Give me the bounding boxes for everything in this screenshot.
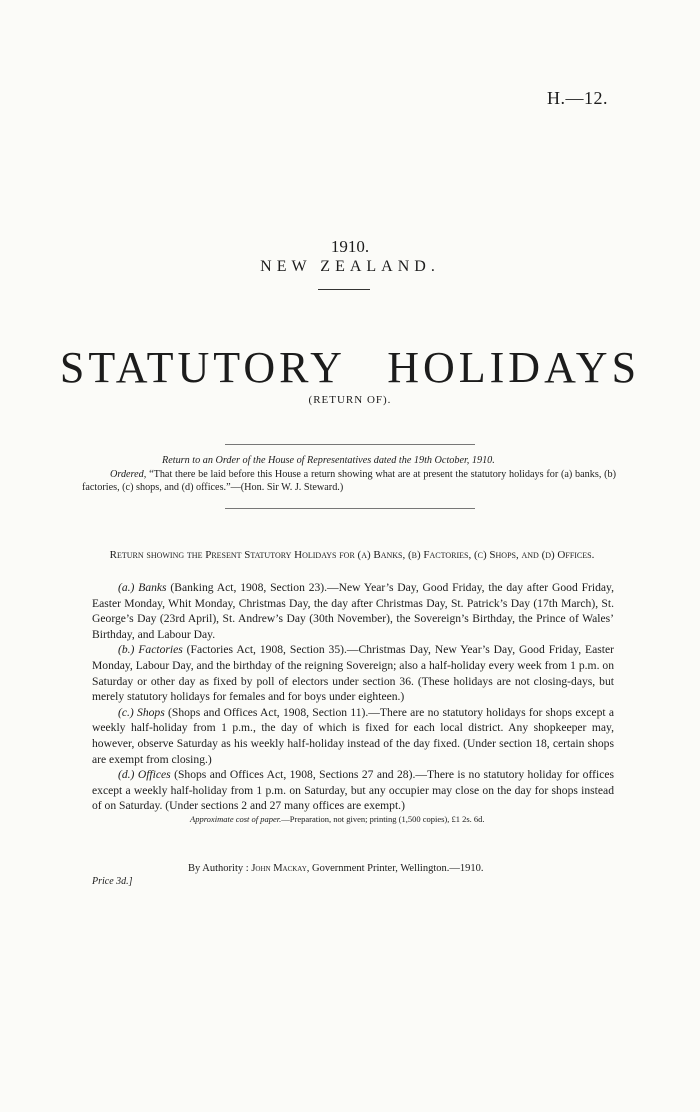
- section-text: (Factories Act, 1908, Section 35).—Christmas Day, New Year’s Day, Good Friday, Easter Monday, Labour Day, and the birthday of the reigning Sovereign; also a half-holiday every week from 1 p.m. on Saturday or other day as fixed by poll of electors under section 36. (These holidays are not closing-days, but merely statutory holidays for females and for boys under eighteen.): [92, 643, 614, 704]
- printer-authority: [188, 863, 628, 874]
- section-banks: [92, 580, 614, 642]
- cost-note: [190, 814, 610, 824]
- return-heading: Return showing the Present Statutory Holidays for (a) Banks, (b) Factories, (c) Shops, and (d) Offices.: [109, 549, 595, 561]
- divider-short: [318, 289, 370, 290]
- divider-top: [225, 444, 475, 445]
- section-label: (c.) Shops: [118, 705, 165, 719]
- page-subtitle: (RETURN OF).: [308, 394, 392, 406]
- order-return-line: Return to an Order of the House of Representatives dated the 19th October, 1910.: [162, 455, 495, 466]
- printer-name: John Mackay: [251, 863, 307, 874]
- document-year: 1910.: [330, 237, 370, 256]
- section-label: (d.) Offices: [118, 768, 171, 782]
- section-label: (a.) Banks: [118, 581, 167, 594]
- section-offices: [92, 767, 614, 814]
- section-text: (Banking Act, 1908, Section 23).—New Year’s Day, Good Friday, the day after Good Friday, Easter Monday, Whit Monday, Christmas Day, the day after Christmas Day, St. Patrick’s Day (17th March), St. George’s Day (23rd April), St. Andrew’s Day (30th November), the Sovereign’s Birthday, the Prince of Wales’ Birthday, and Labour Day.: [92, 581, 614, 641]
- authority-suffix: , Government Printer, Wellington.—1910.: [306, 863, 484, 874]
- sections-body: [92, 580, 614, 814]
- authority-prefix: By Authority :: [188, 863, 252, 874]
- ordered-text: “That there be laid before this House a return showing what are at present the statutory holidays for (a) banks, (b) factories, (c) shops, and (d) offices.”—(Hon. Sir W. J. Steward.): [82, 469, 617, 493]
- country-heading: NEW ZEALAND.: [260, 258, 440, 275]
- section-shops: [92, 705, 614, 767]
- cost-label: Approximate cost of paper.: [190, 814, 282, 824]
- document-reference: H.—12.: [547, 88, 608, 108]
- divider-bottom: [225, 508, 475, 509]
- order-text: [82, 469, 616, 494]
- ordered-label: Ordered,: [110, 469, 147, 481]
- section-text: (Shops and Offices Act, 1908, Sections 27 and 28).—There is no statutory holiday for offices except a weekly half-holiday from 1 p.m. on Saturday, but any occupier may close on the day for shops instead of on Saturday. (Under sections 2 and 27 many offices are exempt.): [92, 768, 615, 813]
- page-title: STATUTORY HOLIDAYS: [59, 343, 641, 392]
- section-factories: [92, 642, 614, 704]
- price-note: Price 3d.]: [92, 876, 133, 887]
- cost-text: —Preparation, not given; printing (1,500 copies), £1 2s. 6d.: [281, 814, 485, 824]
- section-text: (Shops and Offices Act, 1908, Section 11).—There are no statutory holidays for shops except a weekly half-holiday from 1 p.m., the day of which is fixed for each local district. Any shopkeeper may, however, observe Saturday as his weekly half-holiday instead of the day fixed. (Under section 18, certain shops are exempt from closing.): [92, 705, 614, 766]
- section-label: (b.) Factories: [118, 643, 183, 657]
- order-block: [82, 455, 616, 494]
